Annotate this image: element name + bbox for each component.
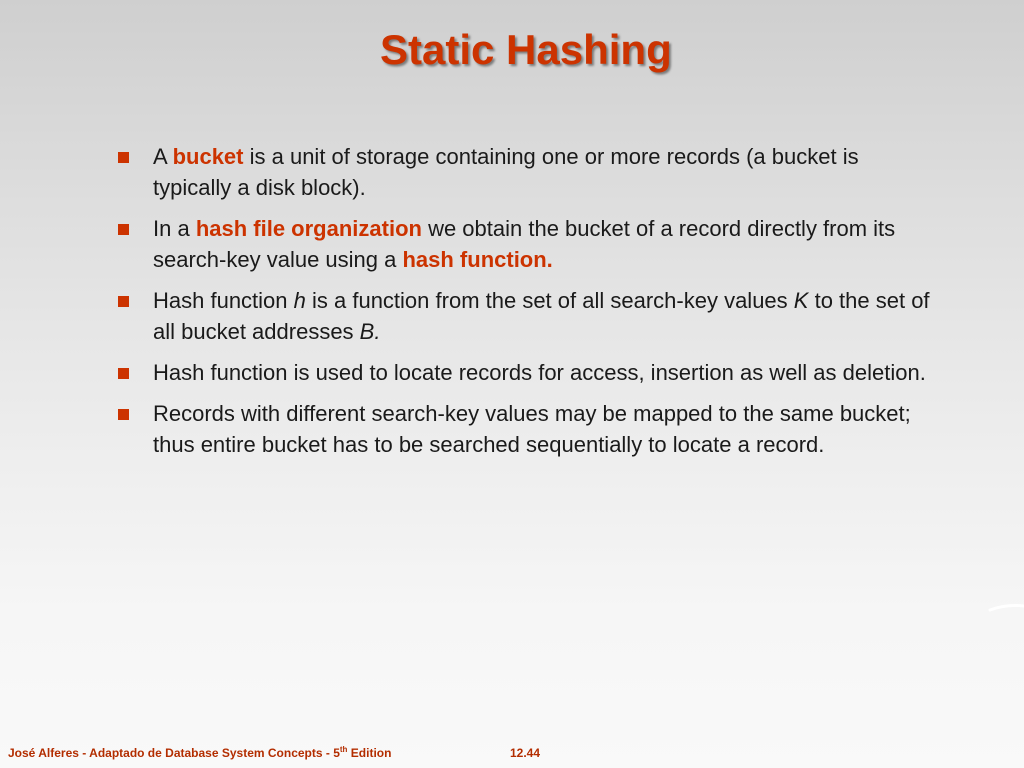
square-bullet-icon [118,368,129,379]
bullet-item-locate-records [118,357,938,388]
bullet-item-same-bucket [118,398,938,460]
bullet-text: A [153,144,173,169]
bullet-text: we obtain the bucket of a record directly from its search-key value using a [153,216,896,272]
square-bullet-icon [118,296,129,307]
swoosh-decoration-icon [988,596,1024,620]
square-bullet-icon [118,152,129,163]
term-bucket: bucket [172,144,244,169]
bullet-text: to the set of all bucket addresses [153,288,930,344]
bullet-item-hash-file-organization [118,213,938,275]
bullet-text: Hash function is used to locate records for access, insertion as well as deletion. [153,360,926,385]
term-hash-function: hash function. [402,247,553,272]
footer-credit [8,745,391,761]
variable-h: h [293,288,306,313]
bullet-item-bucket [118,141,938,203]
footer-edition-text: Edition [347,746,392,760]
page-number: 12.44 [510,746,541,760]
square-bullet-icon [118,409,129,420]
bullet-text: Records with different search-key values may be mapped to the same bucket; thus entire bucket has to be searched sequentially to locate a record. [153,401,911,457]
footer-credit-text: José Alferes - Adaptado de Database System Concepts - 5 [8,746,340,760]
slide-title: Static Hashing [380,26,672,73]
bullet-text: Hash function [153,288,294,313]
square-bullet-icon [118,224,129,235]
variable-k: K [793,288,809,313]
bullet-text: In a [153,216,196,241]
bullet-list [118,141,938,470]
variable-b: B. [359,319,381,344]
bullet-item-hash-function-definition [118,285,938,347]
bullet-text: is a function from the set of all search-key values [305,288,794,313]
term-hash-file-organization: hash file organization [195,216,422,241]
bullet-text: is a unit of storage containing one or more records (a bucket is typically a disk block). [153,144,859,200]
footer-edition-superscript: th [339,745,348,754]
